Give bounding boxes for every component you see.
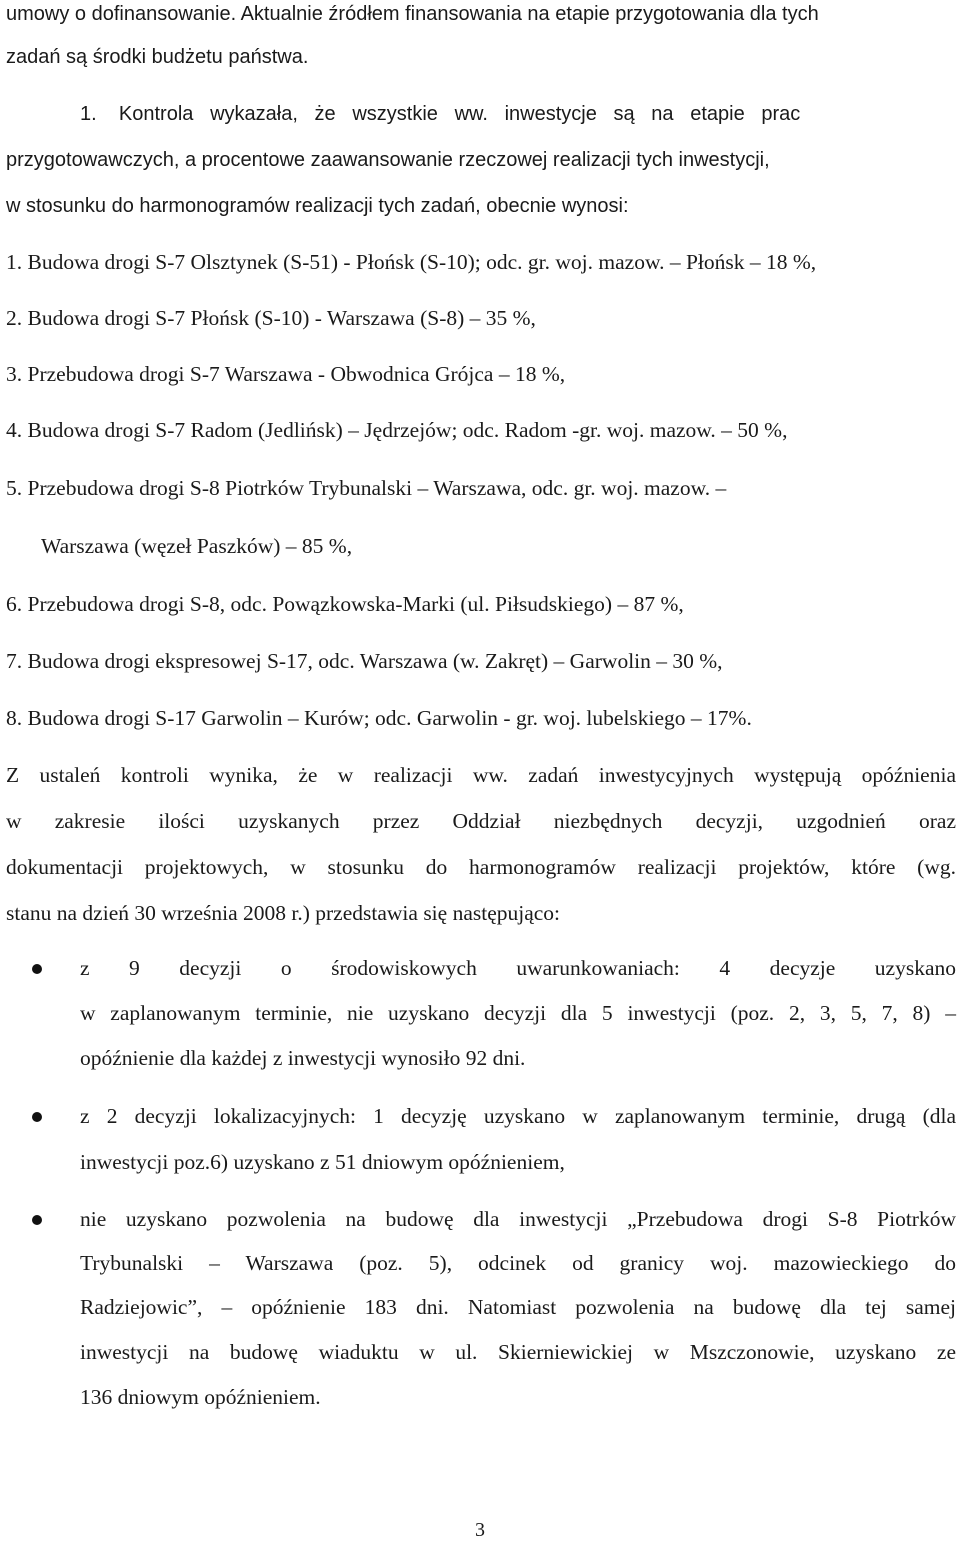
bullet-line: z 9 decyzji o środowiskowych uwarunkowaniach: 4 decyzje uzyskano (80, 956, 956, 980)
investment-item: 4. Budowa drogi S-7 Radom (Jedlińsk) – Jędrzejów; odc. Radom -gr. woj. mazow. – 50 %, (6, 418, 788, 442)
investment-item-continuation: Warszawa (węzeł Paszków) – 85 %, (41, 534, 353, 558)
bullet-icon (28, 958, 46, 976)
intro-line: zadań są środki budżetu państwa. (6, 46, 309, 68)
point-1-line: 1. Kontrola wykazała, że wszystkie ww. inwestycje są na etapie prac (80, 103, 801, 125)
investment-item: 2. Budowa drogi S-7 Płońsk (S-10) - Warszawa (S-8) – 35 %, (6, 306, 536, 330)
investment-item: 7. Budowa drogi ekspresowej S-17, odc. Warszawa (w. Zakręt) – Garwolin – 30 %, (6, 649, 723, 673)
point-1-line: w stosunku do harmonogramów realizacji tych zadań, obecnie wynosi: (6, 195, 629, 217)
bullet-line: opóźnienie dla każdej z inwestycji wynosiło 92 dni. (80, 1046, 526, 1070)
bullet-line: 136 dniowym opóźnieniem. (80, 1385, 321, 1409)
findings-line: dokumentacji projektowych, w stosunku do harmonogramów realizacji projektów, które (wg. (6, 855, 956, 879)
investment-item: 3. Przebudowa drogi S-7 Warszawa - Obwodnica Grójca – 18 %, (6, 362, 566, 386)
bullet-line: w zaplanowanym terminie, nie uzyskano decyzji dla 5 inwestycji (poz. 2, 3, 5, 7, 8) – (80, 1001, 956, 1025)
bullet-line: Radziejowic”, – opóźnienie 183 dni. Natomiast pozwolenia na budowę dla tej samej (80, 1295, 956, 1319)
findings-line: w zakresie ilości uzyskanych przez Oddział niezbędnych decyzji, uzgodnień oraz (6, 809, 956, 833)
investment-item: 5. Przebudowa drogi S-8 Piotrków Trybunalski – Warszawa, odc. gr. woj. mazow. – (6, 476, 727, 500)
bullet-icon (28, 1106, 46, 1124)
bullet-icon (28, 1209, 46, 1227)
investment-item: 8. Budowa drogi S-17 Garwolin – Kurów; odc. Garwolin - gr. woj. lubelskiego – 17%. (6, 706, 752, 730)
page-number: 3 (475, 1519, 485, 1541)
investment-item: 6. Przebudowa drogi S-8, odc. Powązkowska-Marki (ul. Piłsudskiego) – 87 %, (6, 592, 684, 616)
bullet-line: Trybunalski – Warszawa (poz. 5), odcinek od granicy woj. mazowieckiego do (80, 1251, 956, 1275)
bullet-line: nie uzyskano pozwolenia na budowę dla inwestycji „Przebudowa drogi S-8 Piotrków (80, 1207, 956, 1231)
intro-line: umowy o dofinansowanie. Aktualnie źródłem finansowania na etapie przygotowania dla tych (6, 3, 819, 25)
bullet-line: inwestycji poz.6) uzyskano z 51 dniowym opóźnieniem, (80, 1150, 565, 1174)
findings-line: stanu na dzień 30 września 2008 r.) przedstawia się następująco: (6, 901, 561, 925)
bullet-line: z 2 decyzji lokalizacyjnych: 1 decyzję uzyskano w zaplanowanym terminie, drugą (dla (80, 1104, 956, 1128)
point-1-line: przygotowawczych, a procentowe zaawansowanie rzeczowej realizacji tych inwestycji, (6, 149, 770, 171)
investment-item: 1. Budowa drogi S-7 Olsztynek (S-51) - Płońsk (S-10); odc. gr. woj. mazow. – Płońsk – 18 %, (6, 250, 817, 274)
findings-line: Z ustaleń kontroli wynika, że w realizacji ww. zadań inwestycyjnych występują opóźnienia (6, 763, 956, 787)
bullet-line: inwestycji na budowę wiaduktu w ul. Skierniewickiej w Mszczonowie, uzyskano ze (80, 1340, 956, 1364)
